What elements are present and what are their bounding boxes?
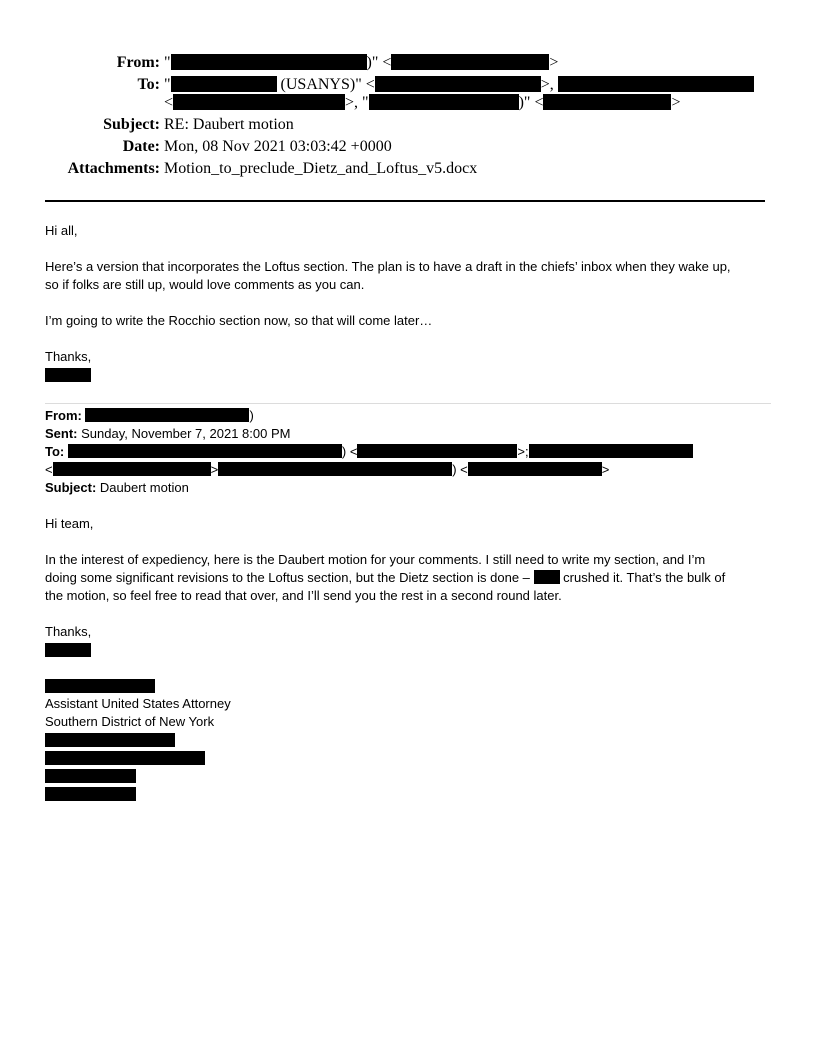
date-label: Date: (122, 138, 160, 155)
orig-sent-value: Sunday, November 7, 2021 8:00 PM (81, 426, 291, 441)
redaction (357, 444, 517, 458)
redaction (45, 733, 175, 747)
redaction (173, 94, 345, 110)
attachments-label: Attachments: (67, 160, 160, 177)
reply-para1-line2: so if folks are still up, would love comments as you can. (45, 277, 365, 292)
redaction (45, 787, 136, 801)
redaction (375, 76, 541, 92)
redaction (68, 444, 342, 458)
redaction (558, 76, 754, 92)
redaction (45, 679, 155, 693)
to-label: To: (137, 76, 160, 93)
redaction (45, 769, 136, 783)
header-from-row (0, 54, 816, 72)
orig-sent-row (45, 425, 290, 443)
redaction (45, 751, 205, 765)
orig-signoff: Thanks, (45, 624, 92, 639)
redaction (45, 643, 91, 657)
orig-para-line3: the motion, so feel free to read that over, and I’ll send you the rest in a second round later. (45, 588, 562, 603)
orig-para-line2b: crushed it. That’s the bulk of (563, 570, 726, 585)
redaction (53, 462, 211, 476)
orig-from-label: From: (45, 408, 82, 423)
reply-signoff: Thanks, (45, 349, 92, 364)
orig-sent-label: Sent: (45, 426, 78, 441)
header-to-row (0, 76, 816, 94)
redaction (171, 54, 367, 70)
to-value-cont: < >, " )" < > (164, 94, 681, 111)
orig-subject-value: Daubert motion (99, 480, 189, 495)
subject-value: RE: Daubert motion (164, 116, 294, 133)
to-org: (USANYS) (280, 76, 356, 93)
redaction (171, 76, 277, 92)
header-attachments-row (0, 160, 816, 178)
attachment-file[interactable]: Motion_to_preclude_Dietz_and_Loftus_v5.docx (164, 160, 478, 177)
quoted-divider (45, 403, 771, 404)
orig-para-line1: In the interest of expediency, here is the Daubert motion for your comments. I still need to write my section, and I’m (45, 552, 706, 567)
redaction (529, 444, 693, 458)
reply-para1-line1: Here’s a version that incorporates the Loftus section. The plan is to have a draft in the chiefs’ inbox when they wake up, (45, 259, 731, 274)
to-value: " (USANYS)" < >, (164, 76, 754, 94)
orig-to-row: To: ) < >; (45, 443, 693, 461)
sig-office: Southern District of New York (45, 714, 215, 729)
orig-greeting: Hi team, (45, 516, 94, 531)
redaction (218, 462, 452, 476)
from-label: From: (116, 54, 160, 71)
sig-title: Assistant United States Attorney (45, 696, 231, 711)
orig-subject-label: Subject: (45, 480, 97, 495)
subject-label: Subject: (103, 116, 160, 133)
header-subject-row (0, 116, 816, 134)
redaction (369, 94, 519, 110)
from-value: " )" < > (164, 54, 559, 71)
header-date-row (0, 138, 816, 156)
redaction (468, 462, 602, 476)
redaction (534, 570, 560, 584)
orig-from-row: From: ) (45, 408, 254, 423)
orig-to-row-2: < > ) < > (45, 462, 610, 477)
orig-para-line2 (45, 569, 725, 587)
redaction (45, 368, 91, 382)
header-divider (45, 200, 765, 202)
redaction (85, 408, 249, 422)
redaction (391, 54, 549, 70)
reply-greeting: Hi all, (45, 223, 78, 238)
orig-para-line2a: doing some significant revisions to the Loftus section, but the Dietz section is done – (45, 570, 530, 585)
date-value: Mon, 08 Nov 2021 03:03:42 +0000 (164, 138, 392, 155)
header-to-row-2 (0, 94, 816, 112)
orig-subject-row (45, 479, 189, 497)
orig-to-label: To: (45, 444, 65, 459)
redaction (543, 94, 671, 110)
reply-para2: I’m going to write the Rocchio section now, so that will come later… (45, 313, 433, 328)
